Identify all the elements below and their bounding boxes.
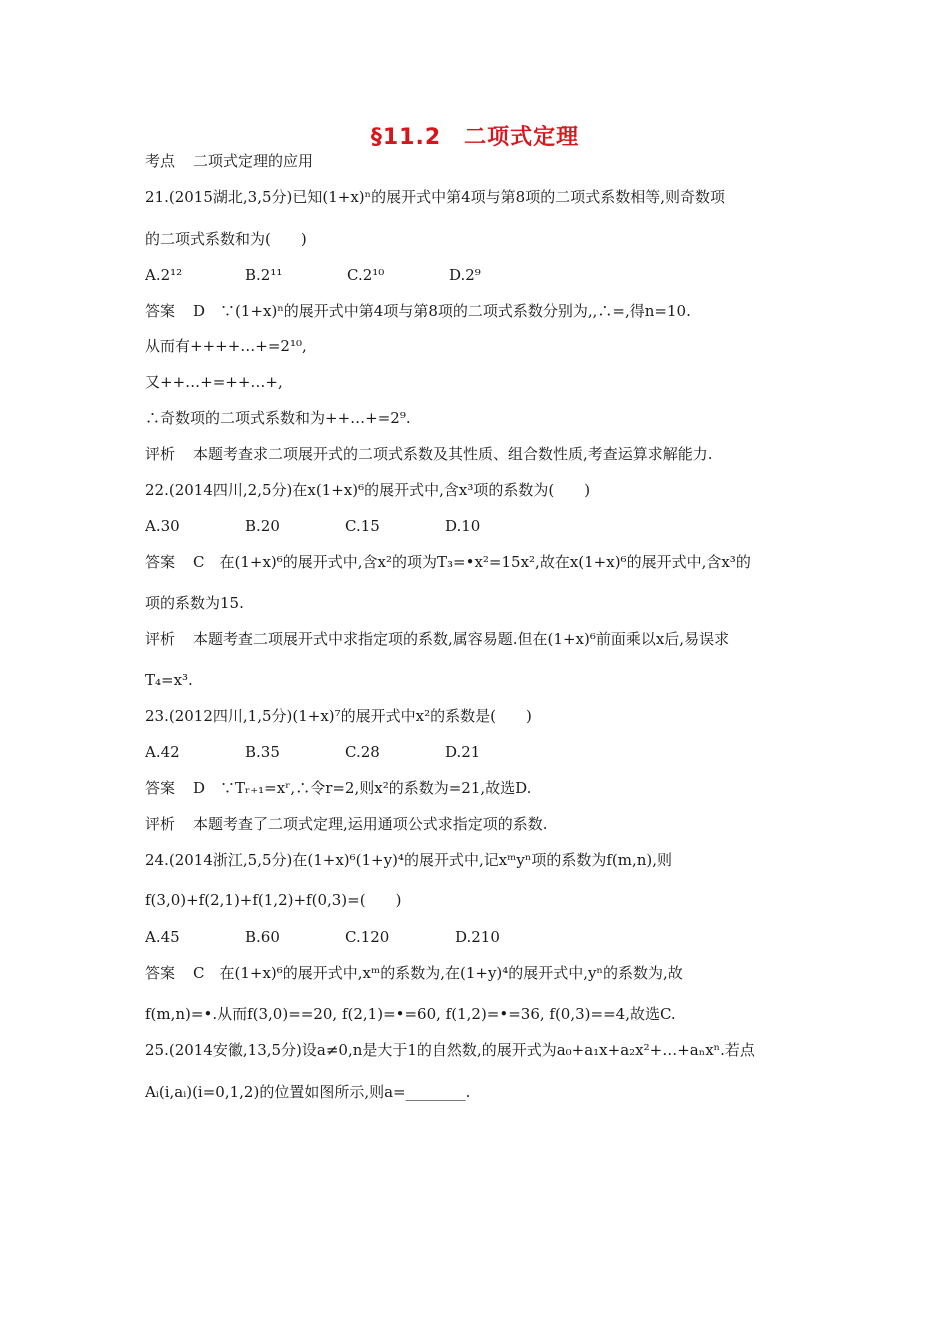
- q21-choice-b: B.2¹¹: [245, 266, 283, 284]
- q23-stem: 23.(2012四川,1,5分)(1+x)⁷的展开式中x²的系数是( ): [145, 707, 532, 725]
- q22-comment: [145, 629, 815, 649]
- q24-answer-line-2: f(m,n)=•.从而f(3,0)==20, f(2,1)=•=60, f(1,2)=•=36, f(0,3)==4,故选C.: [145, 1005, 676, 1023]
- answer-text: D ∵(1+x)ⁿ的展开式中第4项与第8项的二项式系数分别为,,∴=,得n=10.: [193, 302, 691, 320]
- q21-work-line-3: ∴奇数项的二项式系数和为++…+=2⁹.: [145, 409, 411, 427]
- q22-answer-line-2: 项的系数为15.: [145, 594, 244, 612]
- section-label: 考点: [145, 152, 176, 170]
- comment-label: 评析: [145, 815, 176, 833]
- q21-choice-d: D.2⁹: [449, 266, 481, 284]
- q22-answer: [145, 552, 815, 572]
- q24-stem-line-2: f(3,0)+f(2,1)+f(1,2)+f(0,3)=( ): [145, 891, 402, 909]
- q21-work-line-2: 又++…+=++…+,: [145, 373, 283, 391]
- comment-text: 本题考查二项展开式中求指定项的系数,属容易题.但在(1+x)⁶前面乘以x后,易误求: [193, 630, 730, 648]
- q25-stem-line-1: 25.(2014安徽,13,5分)设a≠0,n是大于1的自然数,的展开式为a₀+a₁x+a₂x²+…+aₙxⁿ.若点: [145, 1041, 755, 1059]
- q21-stem-line-1: 21.(2015湖北,3,5分)已知(1+x)ⁿ的展开式中第4项与第8项的二项式系数相等,则奇数项: [145, 188, 725, 206]
- answer-label: 答案: [145, 302, 176, 320]
- answer-label: 答案: [145, 964, 176, 982]
- q23-choice-c: C.28: [345, 743, 380, 761]
- answer-text: C 在(1+x)⁶的展开式中,xᵐ的系数为,在(1+y)⁴的展开式中,yⁿ的系数为,故: [193, 964, 683, 982]
- q24-choice-b: B.60: [245, 928, 280, 946]
- comment-text: 本题考查了二项式定理,运用通项公式求指定项的系数.: [193, 815, 548, 833]
- q24-choice-a: A.45: [145, 928, 180, 946]
- q24-choice-c: C.120: [345, 928, 390, 946]
- q21-choice-c: C.2¹⁰: [347, 266, 385, 284]
- answer-text: D ∵Tᵣ₊₁=xʳ,∴令r=2,则x²的系数为=21,故选D.: [193, 779, 532, 797]
- q24-choices: [145, 927, 815, 947]
- q21-choice-a: A.2¹²: [145, 266, 183, 284]
- q23-choice-d: D.21: [445, 743, 481, 761]
- comment-text: 本题考查求二项展开式的二项式系数及其性质、组合数性质,考查运算求解能力.: [193, 445, 713, 463]
- q24-answer: [145, 963, 815, 983]
- q22-choice-c: C.15: [345, 517, 380, 535]
- section-heading: [145, 151, 815, 171]
- q23-answer: [145, 778, 815, 798]
- q22-choice-b: B.20: [245, 517, 280, 535]
- q25-stem-line-2: Aᵢ(i,aᵢ)(i=0,1,2)的位置如图所示,则a=________.: [145, 1083, 471, 1101]
- q22-comment-line-2: T₄=x³.: [145, 671, 193, 689]
- q21-stem-line-2: 的二项式系数和为( ): [145, 230, 307, 248]
- answer-label: 答案: [145, 779, 176, 797]
- q24-choice-d: D.210: [455, 928, 500, 946]
- q24-stem-line-1: 24.(2014浙江,5,5分)在(1+x)⁶(1+y)⁴的展开式中,记xᵐyⁿ项的系数为f(m,n),则: [145, 851, 673, 869]
- q21-choices: [145, 265, 815, 285]
- q22-choice-d: D.10: [445, 517, 481, 535]
- q21-work-line-1: 从而有++++…+=2¹⁰,: [145, 337, 307, 355]
- q23-choices: [145, 742, 815, 762]
- q22-choices: [145, 516, 815, 536]
- q22-choice-a: A.30: [145, 517, 180, 535]
- q23-comment: [145, 814, 815, 834]
- comment-label: 评析: [145, 445, 176, 463]
- comment-label: 评析: [145, 630, 176, 648]
- section-text: 二项式定理的应用: [193, 152, 314, 170]
- q23-choice-a: A.42: [145, 743, 180, 761]
- q23-choice-b: B.35: [245, 743, 280, 761]
- answer-label: 答案: [145, 553, 176, 571]
- page-title: §11.2 二项式定理: [370, 125, 580, 150]
- q21-comment: [145, 444, 815, 464]
- answer-text: C 在(1+x)⁶的展开式中,含x²的项为T₃=•x²=15x²,故在x(1+x)⁶的展开式中,含x³的: [193, 553, 751, 571]
- q22-stem: 22.(2014四川,2,5分)在x(1+x)⁶的展开式中,含x³项的系数为( ): [145, 481, 591, 499]
- q21-answer: [145, 301, 815, 321]
